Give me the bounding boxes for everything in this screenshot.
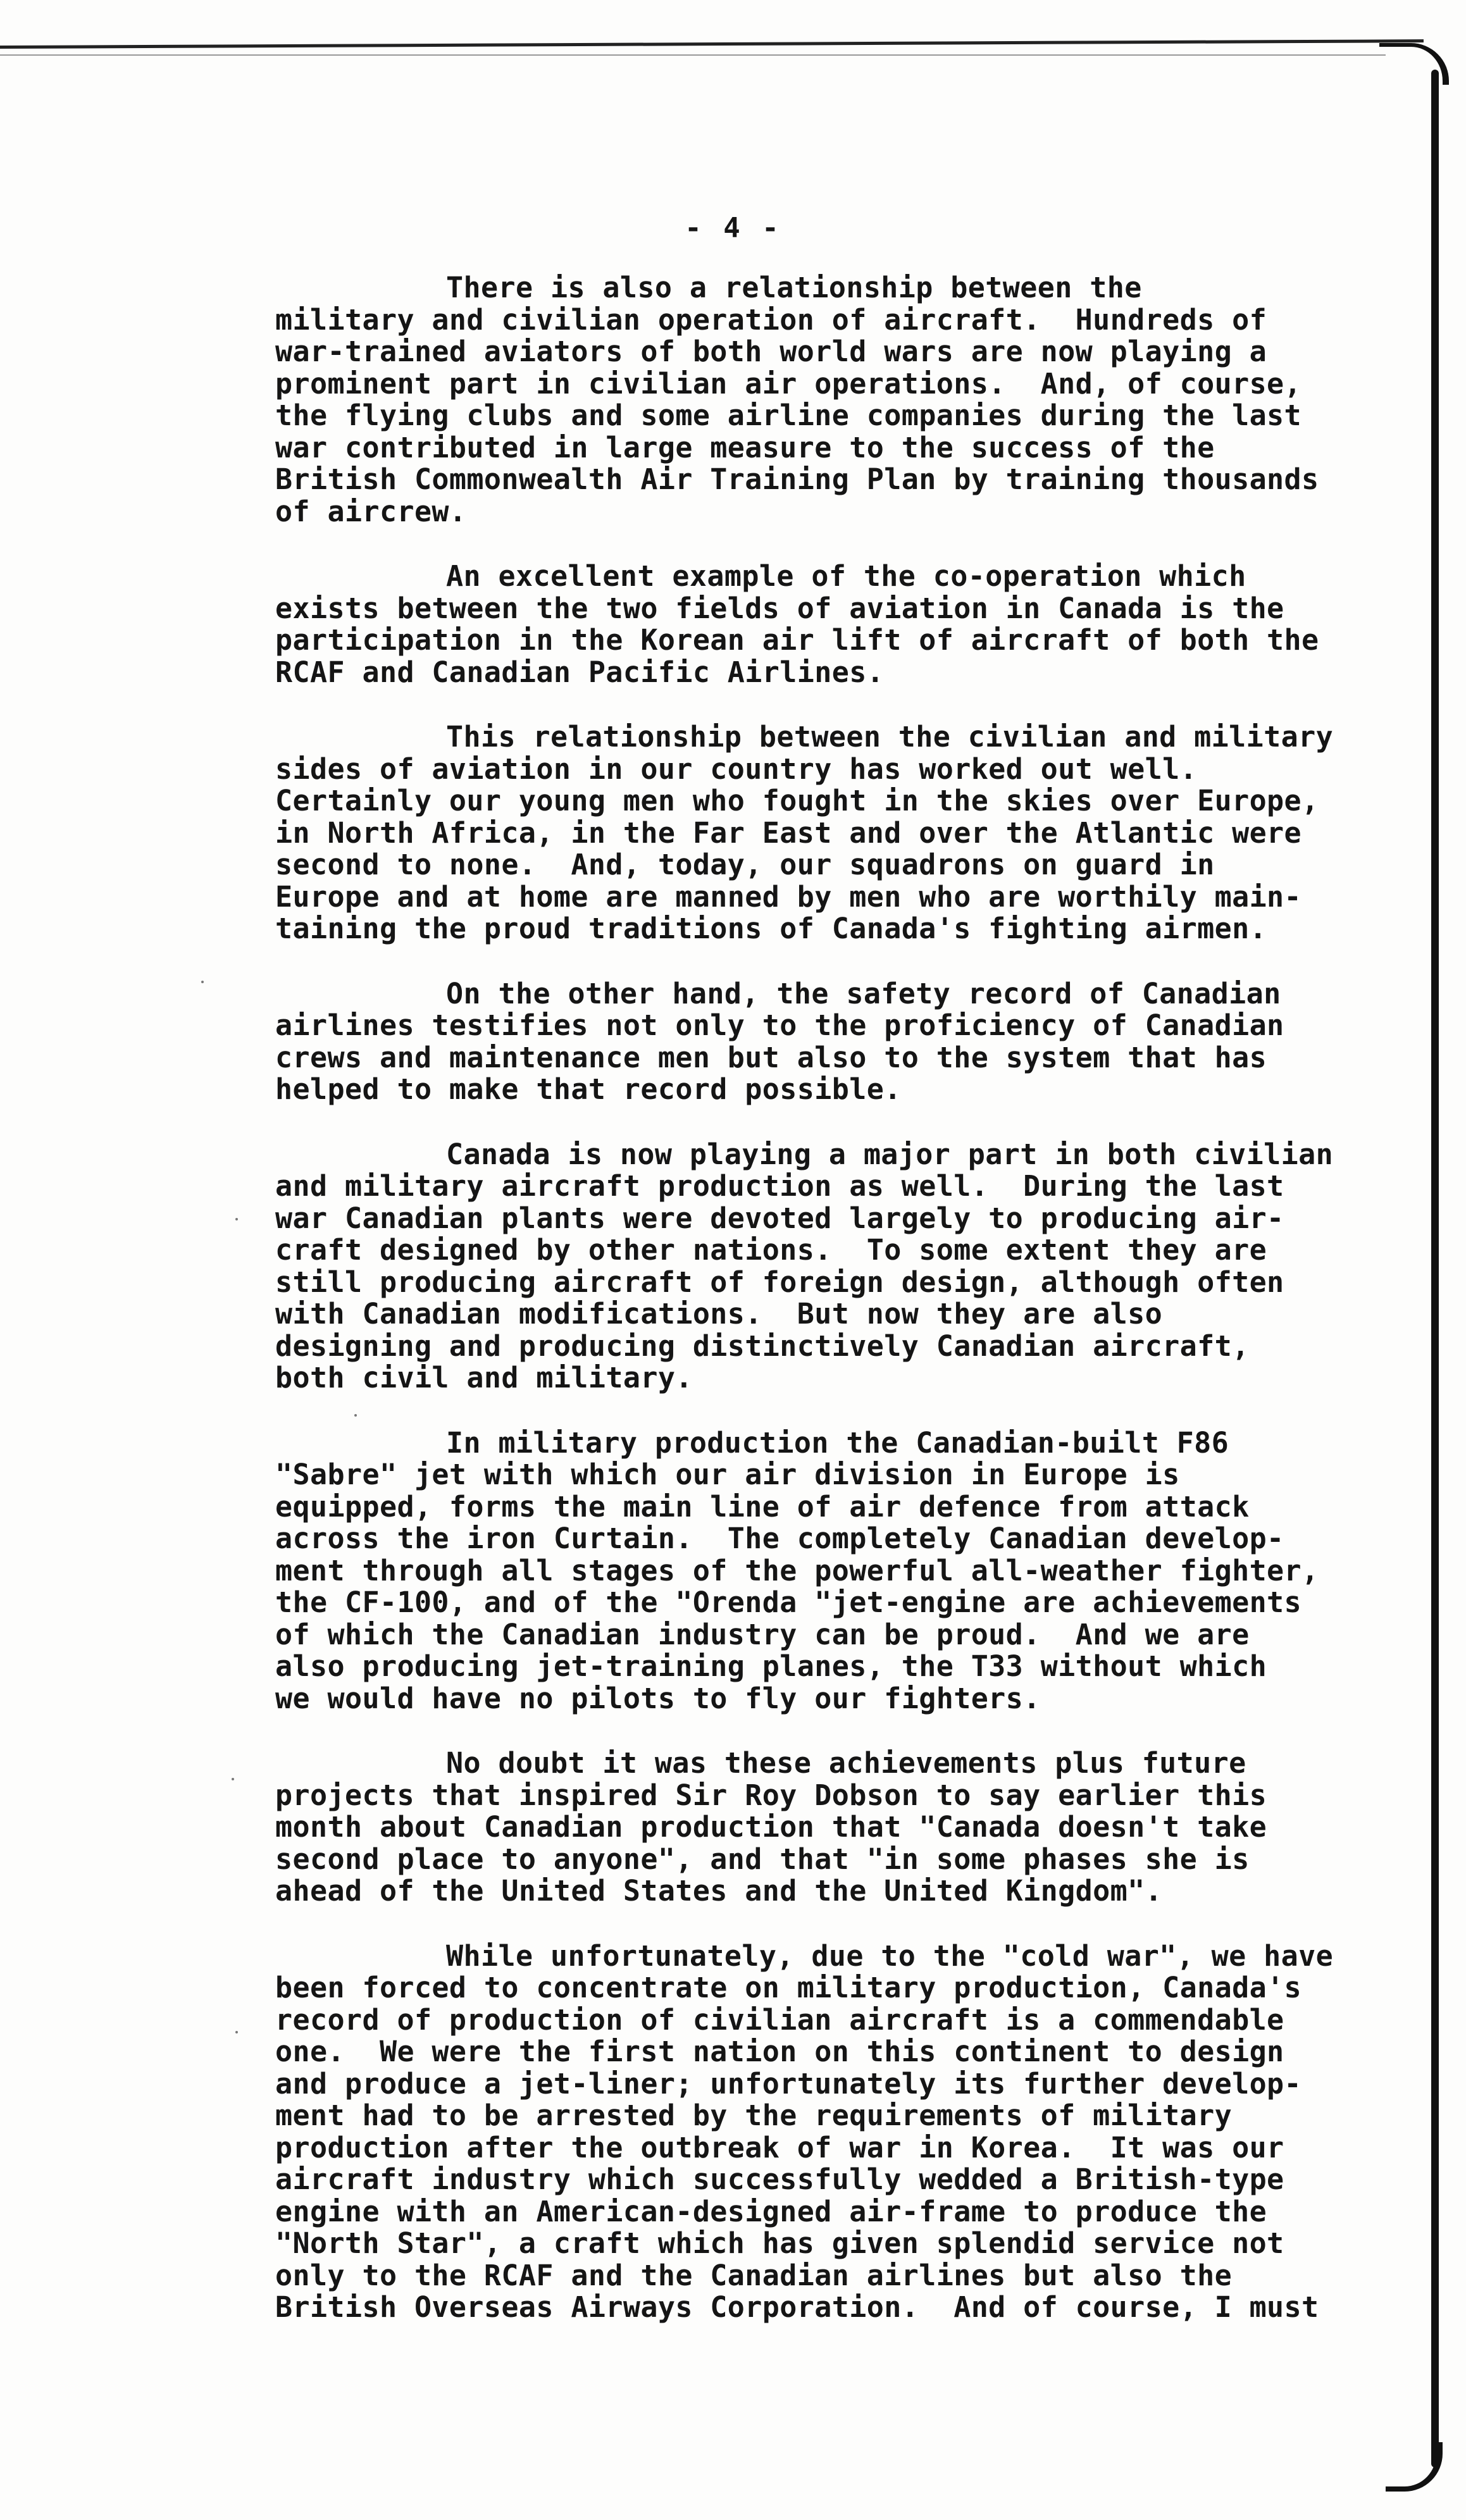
paragraph-line: and military aircraft production as well. During the last xyxy=(275,1169,1284,1203)
paragraph-line: month about Canadian production that "Canada doesn't take xyxy=(275,1810,1267,1844)
paragraph-line: crews and maintenance men but also to the system that has xyxy=(275,1040,1267,1074)
paragraph xyxy=(275,721,1414,945)
paragraph-first-line: Canada is now playing a major part in both civilian xyxy=(446,1137,1334,1171)
paragraph-line: prominent part in civilian air operations. And, of course, xyxy=(275,366,1302,400)
paragraph-line: of which the Canadian industry can be proud. And we are xyxy=(275,1617,1250,1651)
scan-speck xyxy=(235,2031,238,2033)
paragraph xyxy=(275,978,1414,1106)
paragraph-line: ahead of the United States and the United Kingdom". xyxy=(275,1874,1163,1908)
paragraph-line: been forced to concentrate on military production, Canada's xyxy=(275,1971,1302,2004)
paragraph-first-line: There is also a relationship between the xyxy=(446,271,1142,304)
paragraph xyxy=(275,1139,1414,1394)
paragraph-line: the CF-100, and of the "Orenda "jet-engine are achievements xyxy=(275,1586,1302,1619)
paragraph-line: still producing aircraft of foreign design, although often xyxy=(275,1265,1284,1299)
paragraph-line: RCAF and Canadian Pacific Airlines. xyxy=(275,655,885,689)
paragraph-line: British Overseas Airways Corporation. And of course, I must xyxy=(275,2290,1319,2324)
scan-speck xyxy=(201,981,204,983)
paragraph-line: across the iron Curtain. The completely Canadian develop- xyxy=(275,1522,1284,1555)
paragraph-line: sides of aviation in our country has worked out well. xyxy=(275,752,1198,786)
paragraph-line: war-trained aviators of both world wars are now playing a xyxy=(275,335,1267,368)
paragraph xyxy=(275,1747,1414,1908)
paragraph-line: "North Star", a craft which has given splendid service not xyxy=(275,2226,1284,2260)
paragraph-line: exists between the two fields of aviation in Canada is the xyxy=(275,591,1284,625)
paragraph-line: designing and producing distinctively Canadian aircraft, xyxy=(275,1329,1250,1363)
paragraph-line: record of production of civilian aircraft is a commendable xyxy=(275,2002,1284,2037)
paragraph-line: war contributed in large measure to the success of the xyxy=(275,430,1215,464)
paragraph-line: war Canadian plants were devoted largely to producing air- xyxy=(275,1201,1284,1235)
paragraph-line: ment had to be arrested by the requirements of military xyxy=(275,2099,1233,2132)
paragraph-line: ment through all stages of the powerful all-weather fighter, xyxy=(275,1553,1319,1587)
paragraph-line: with Canadian modifications. But now they are also xyxy=(275,1297,1163,1331)
body-text xyxy=(275,272,1414,2357)
paragraph-first-line: In military production the Canadian-built F86 xyxy=(446,1425,1229,1460)
paragraph-line: equipped, forms the main line of air defence from attack xyxy=(275,1489,1250,1524)
paragraph-line: aircraft industry which successfully wedded a British-type xyxy=(275,2163,1284,2196)
scan-speck xyxy=(235,1218,238,1220)
paragraph-line: second place to anyone", and that "in some phases she is xyxy=(275,1842,1250,1876)
paragraph-line: Europe and at home are manned by men who are worthily main- xyxy=(275,879,1302,914)
page-number: - 4 - xyxy=(685,212,781,244)
paragraph-first-line: This relationship between the civilian and military xyxy=(446,720,1334,754)
paragraph-line: also producing jet-training planes, the T33 without which xyxy=(275,1649,1267,1683)
paragraph-line: helped to make that record possible. xyxy=(275,1072,902,1106)
paragraph-line: and produce a jet-liner; unfortunately its further develop- xyxy=(275,2066,1302,2101)
paragraph xyxy=(275,561,1414,688)
paragraph-line: Certainly our young men who fought in the skies over Europe, xyxy=(275,784,1319,817)
page-right-edge xyxy=(1431,70,1439,2467)
paragraph-first-line: No doubt it was these achievements plus future xyxy=(446,1746,1246,1780)
paragraph-line: production after the outbreak of war in Korea. It was our xyxy=(275,2130,1284,2164)
scan-speck xyxy=(232,1778,234,1780)
paragraph-first-line: On the other hand, the safety record of Canadian xyxy=(446,976,1281,1010)
paragraph-line: both civil and military. xyxy=(275,1361,693,1394)
paragraph-first-line: An excellent example of the co-operation which xyxy=(446,559,1246,593)
paragraph xyxy=(275,1940,1414,2324)
page-corner-bottom-right xyxy=(1386,2442,1443,2492)
page-top-edge-shadow xyxy=(0,54,1386,56)
paragraph-line: only to the RCAF and the Canadian airlines but also the xyxy=(275,2258,1233,2292)
paragraph-line: taining the proud traditions of Canada's fighting airmen. xyxy=(275,912,1267,945)
paragraph xyxy=(275,1427,1414,1715)
paragraph-line: participation in the Korean air lift of aircraft of both the xyxy=(275,623,1319,657)
paragraph-line: craft designed by other nations. To some extent they are xyxy=(275,1233,1267,1267)
paragraph-line: of aircrew. xyxy=(275,494,467,528)
paragraph xyxy=(275,272,1414,528)
paragraph-first-line: While unfortunately, due to the "cold war", we have xyxy=(446,1939,1334,1973)
paragraph-line: British Commonwealth Air Training Plan by training thousands xyxy=(275,462,1319,496)
paragraph-line: military and civilian operation of aircraft. Hundreds of xyxy=(275,302,1267,337)
paragraph-line: in North Africa, in the Far East and over the Atlantic were xyxy=(275,816,1302,850)
paragraph-line: airlines testifies not only to the proficiency of Canadian xyxy=(275,1009,1284,1042)
paragraph-line: engine with an American-designed air-frame to produce the xyxy=(275,2194,1267,2228)
paragraph-line: the flying clubs and some airline companies during the last xyxy=(275,399,1302,432)
page-top-edge xyxy=(0,39,1424,49)
paragraph-line: one. We were the first nation on this continent to design xyxy=(275,2035,1284,2068)
paragraph-line: we would have no pilots to fly our fighters. xyxy=(275,1681,1041,1715)
paragraph-line: second to none. And, today, our squadrons on guard in xyxy=(275,848,1215,881)
paragraph-line: "Sabre" jet with which our air division in Europe is xyxy=(275,1458,1180,1491)
paragraph-line: projects that inspired Sir Roy Dobson to say earlier this xyxy=(275,1778,1267,1812)
